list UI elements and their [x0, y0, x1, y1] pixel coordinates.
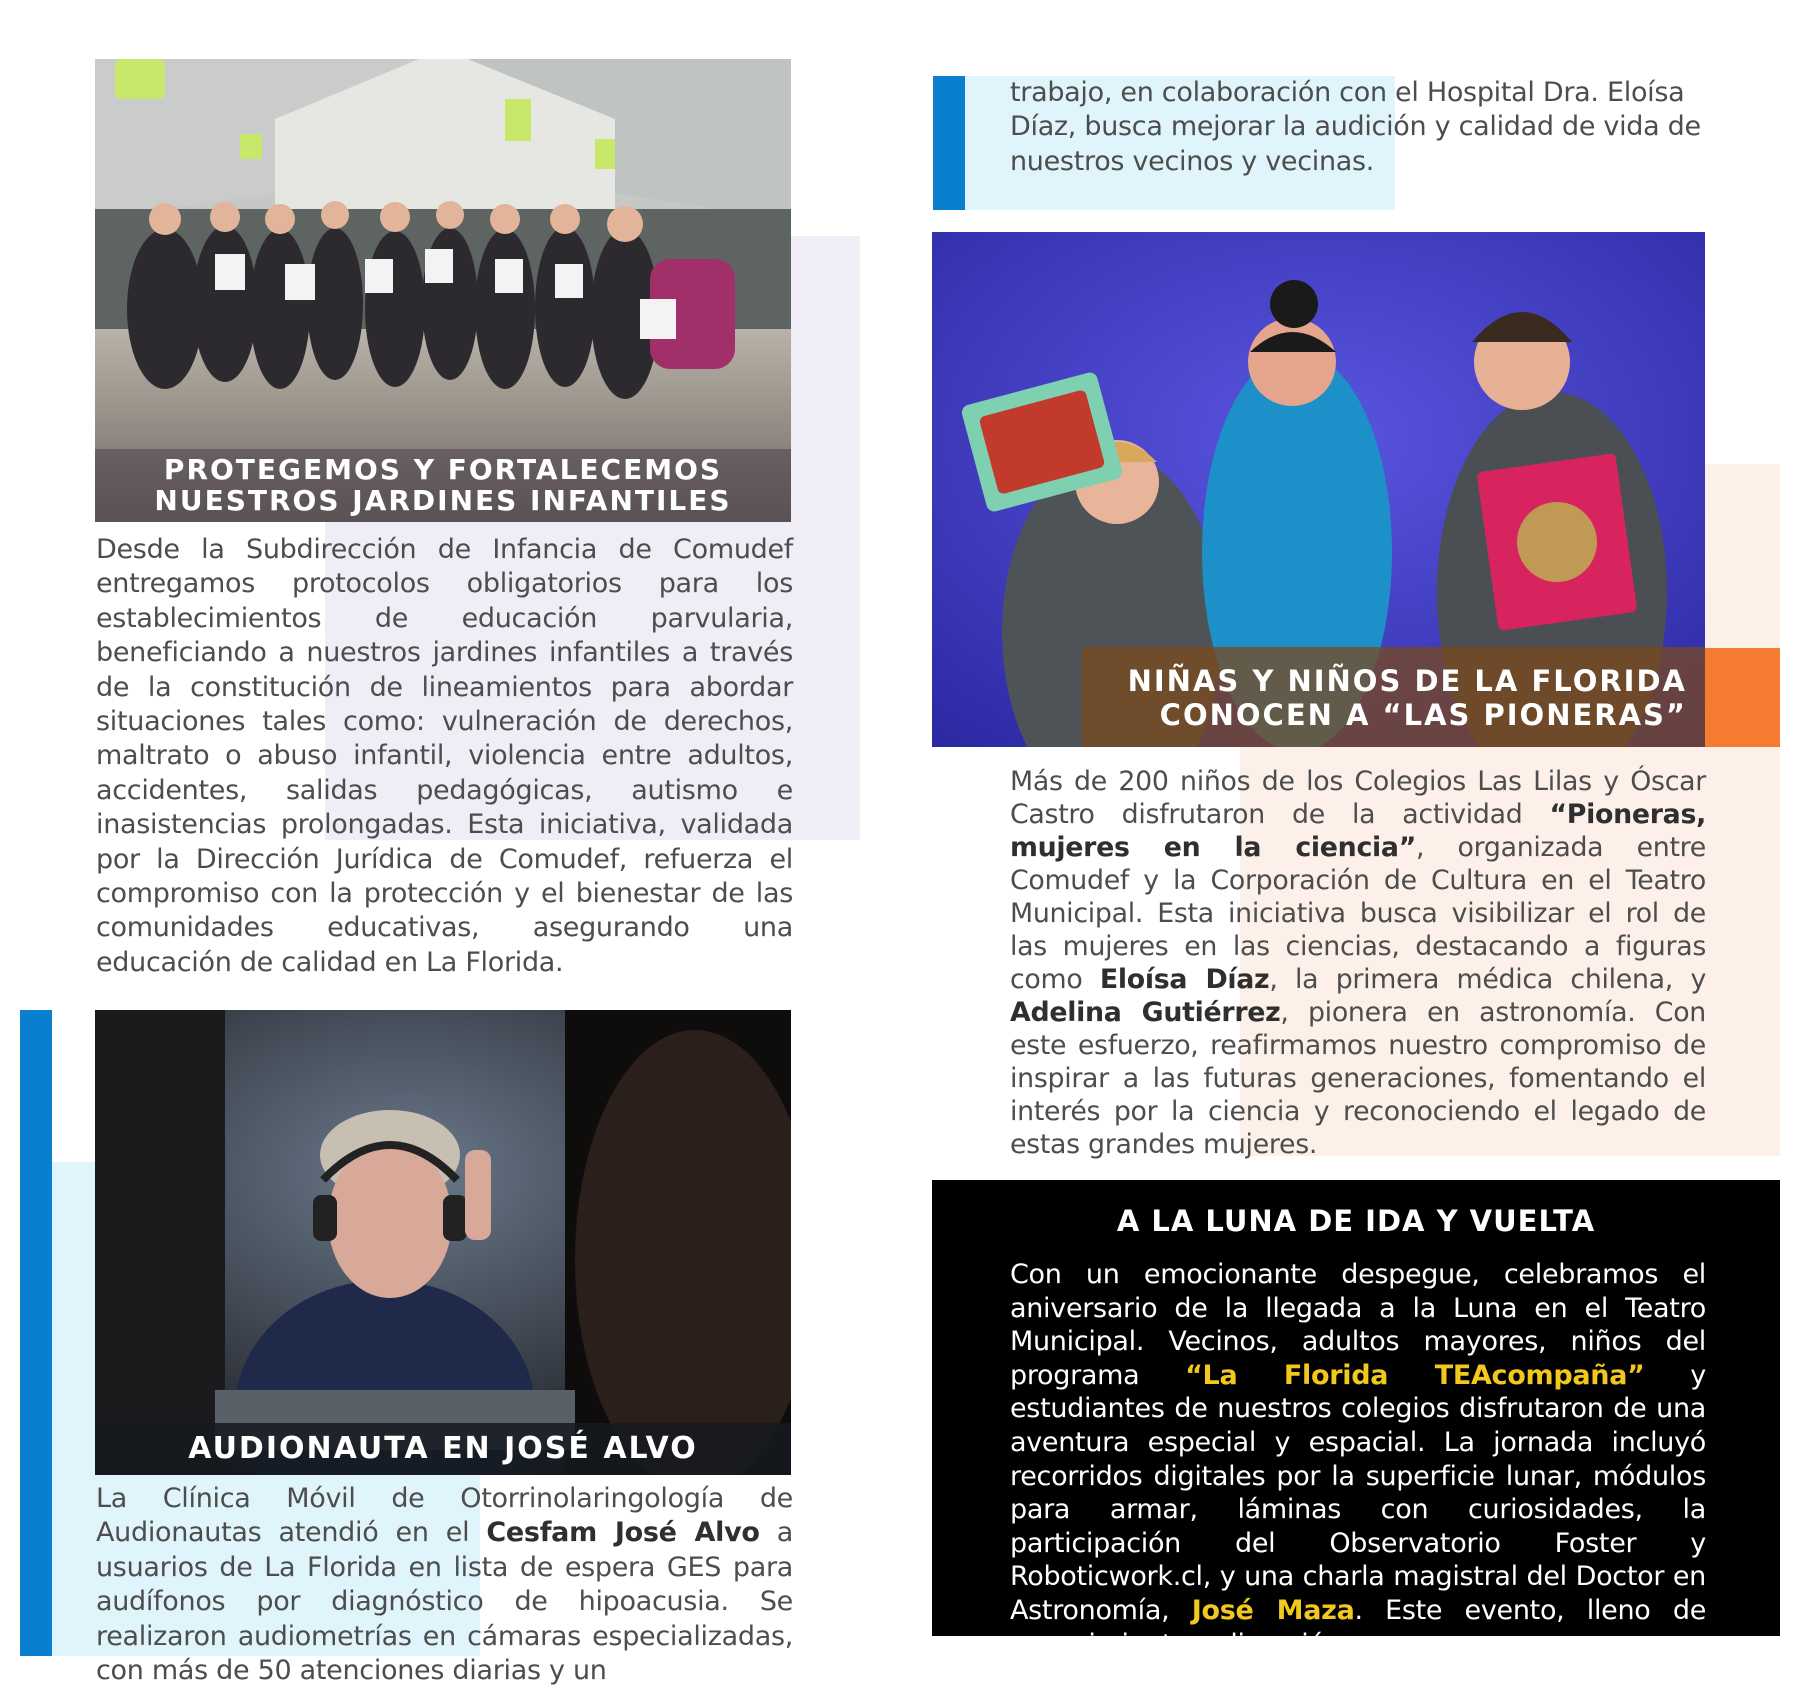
article3-b2: Eloísa Díaz [1099, 964, 1270, 995]
article1-caption-line2: NUESTROS JARDINES INFANTILES [154, 484, 732, 517]
article2-body [96, 1482, 793, 1688]
blue-accent-bar-left [20, 1010, 52, 1656]
article3-caption-line2: CONOCEN A “LAS PIONERAS” [1159, 698, 1687, 732]
article3-p1: Más de 200 niños de los Colegios Las Lilas y Óscar Castro disfrutaron de la actividad [1010, 766, 1706, 830]
article4-title: A LA LUNA DE IDA Y VUELTA [1116, 1204, 1596, 1238]
article4-highlight2: José Maza [1191, 1594, 1355, 1626]
article4-p3: . Este evento, lleno de conocimiento y diversión, [1010, 1594, 1707, 1660]
article4-body [1010, 1258, 1706, 1661]
article1-photo [95, 59, 791, 522]
orange-accent-block [1705, 648, 1780, 747]
blue-accent-bar-top [933, 76, 965, 210]
article1-body: Desde la Subdirección de Infancia de Comudef entregamos protocolos obligatorios para los establecimientos de educación parvularia, beneficiando a nuestros jardines infantiles a través de la constitución de lineamientos para abordar situaciones tales como: vulneración de derechos, maltrato o abuso infantil, violencia entre adultos, accidentes, salidas pedagógicas, autismo e inasistencias prolongadas. Esta iniciativa, validada por la Dirección Jurídica de Comudef, refuerza el compromiso con la protección y el bienestar de las comunidades educativas, asegurando una educación de calidad en La Florida. [96, 534, 793, 978]
article3-caption-line1: NIÑAS Y NIÑOS DE LA FLORIDA [1127, 664, 1687, 698]
article4-p2: y estudiantes de nuestros colegios disfrutaron de una aventura especial y espacial. La jornada incluyó recorridos digitales por la superficie lunar, módulos para armar, láminas con curiosidades, la participación del Observatorio Foster y Roboticwork.cl, y una charla magistral del Doctor en Astronomía, [1010, 1359, 1706, 1626]
article2-continuation: trabajo, en colaboración con el Hospital Dra. Eloísa Díaz, busca mejorar la audición y calidad de vida de nuestros vecinos y vecinas. [1010, 77, 1701, 177]
article3-b1: “Pioneras, mujeres en la ciencia” [1010, 799, 1706, 863]
article4-p1: Con un emocionante despegue, celebramos el aniversario de la llegada a la Luna en el Teatro Municipal. Vecinos, adultos mayores, niños del programa [1010, 1259, 1706, 1391]
article1-caption-line1: PROTEGEMOS Y FORTALECEMOS [163, 453, 723, 486]
article3-caption [932, 664, 1687, 732]
article2-body-bold: Cesfam José Alvo [486, 1517, 760, 1549]
article2-body-end: a usuarios de La Florida en lista de espera GES para audífonos por diagnóstico de hipoacusia. Se realizaron audiometrías en cámaras especializadas, con más de 50 atenciones diarias y un [96, 1517, 793, 1687]
article2-photo [95, 1010, 791, 1475]
article3-p2: , organizada entre Comudef y la Corporación de Cultura en el Teatro Municipal. Esta iniciativa busca visibilizar el rol de las mujeres en las ciencias, destacando a figuras como [1010, 832, 1706, 995]
article2-body-start: La Clínica Móvil de Otorrinolaringología de Audionautas atendió en el [96, 1483, 793, 1549]
article1-caption [95, 454, 791, 516]
article3-p4: , pionera en astronomía. Con este esfuerzo, reafirmamos nuestro compromiso de inspirar a las futuras generaciones, fomentando el interés por la ciencia y reconociendo el legado de estas grandes mujeres. [1010, 997, 1706, 1160]
article2-caption: AUDIONAUTA EN JOSÉ ALVO [188, 1431, 698, 1466]
article4-highlight1: “La Florida TEAcompaña” [1185, 1359, 1645, 1391]
article3-b3: Adelina Gutiérrez [1010, 997, 1281, 1028]
woman-with-headphones-photo-icon [95, 1010, 791, 1475]
article4-box [932, 1180, 1780, 1660]
article3-p3: , la primera médica chilena, y [1269, 964, 1706, 995]
article3-body [1010, 765, 1706, 1161]
article3-photo [932, 232, 1705, 747]
